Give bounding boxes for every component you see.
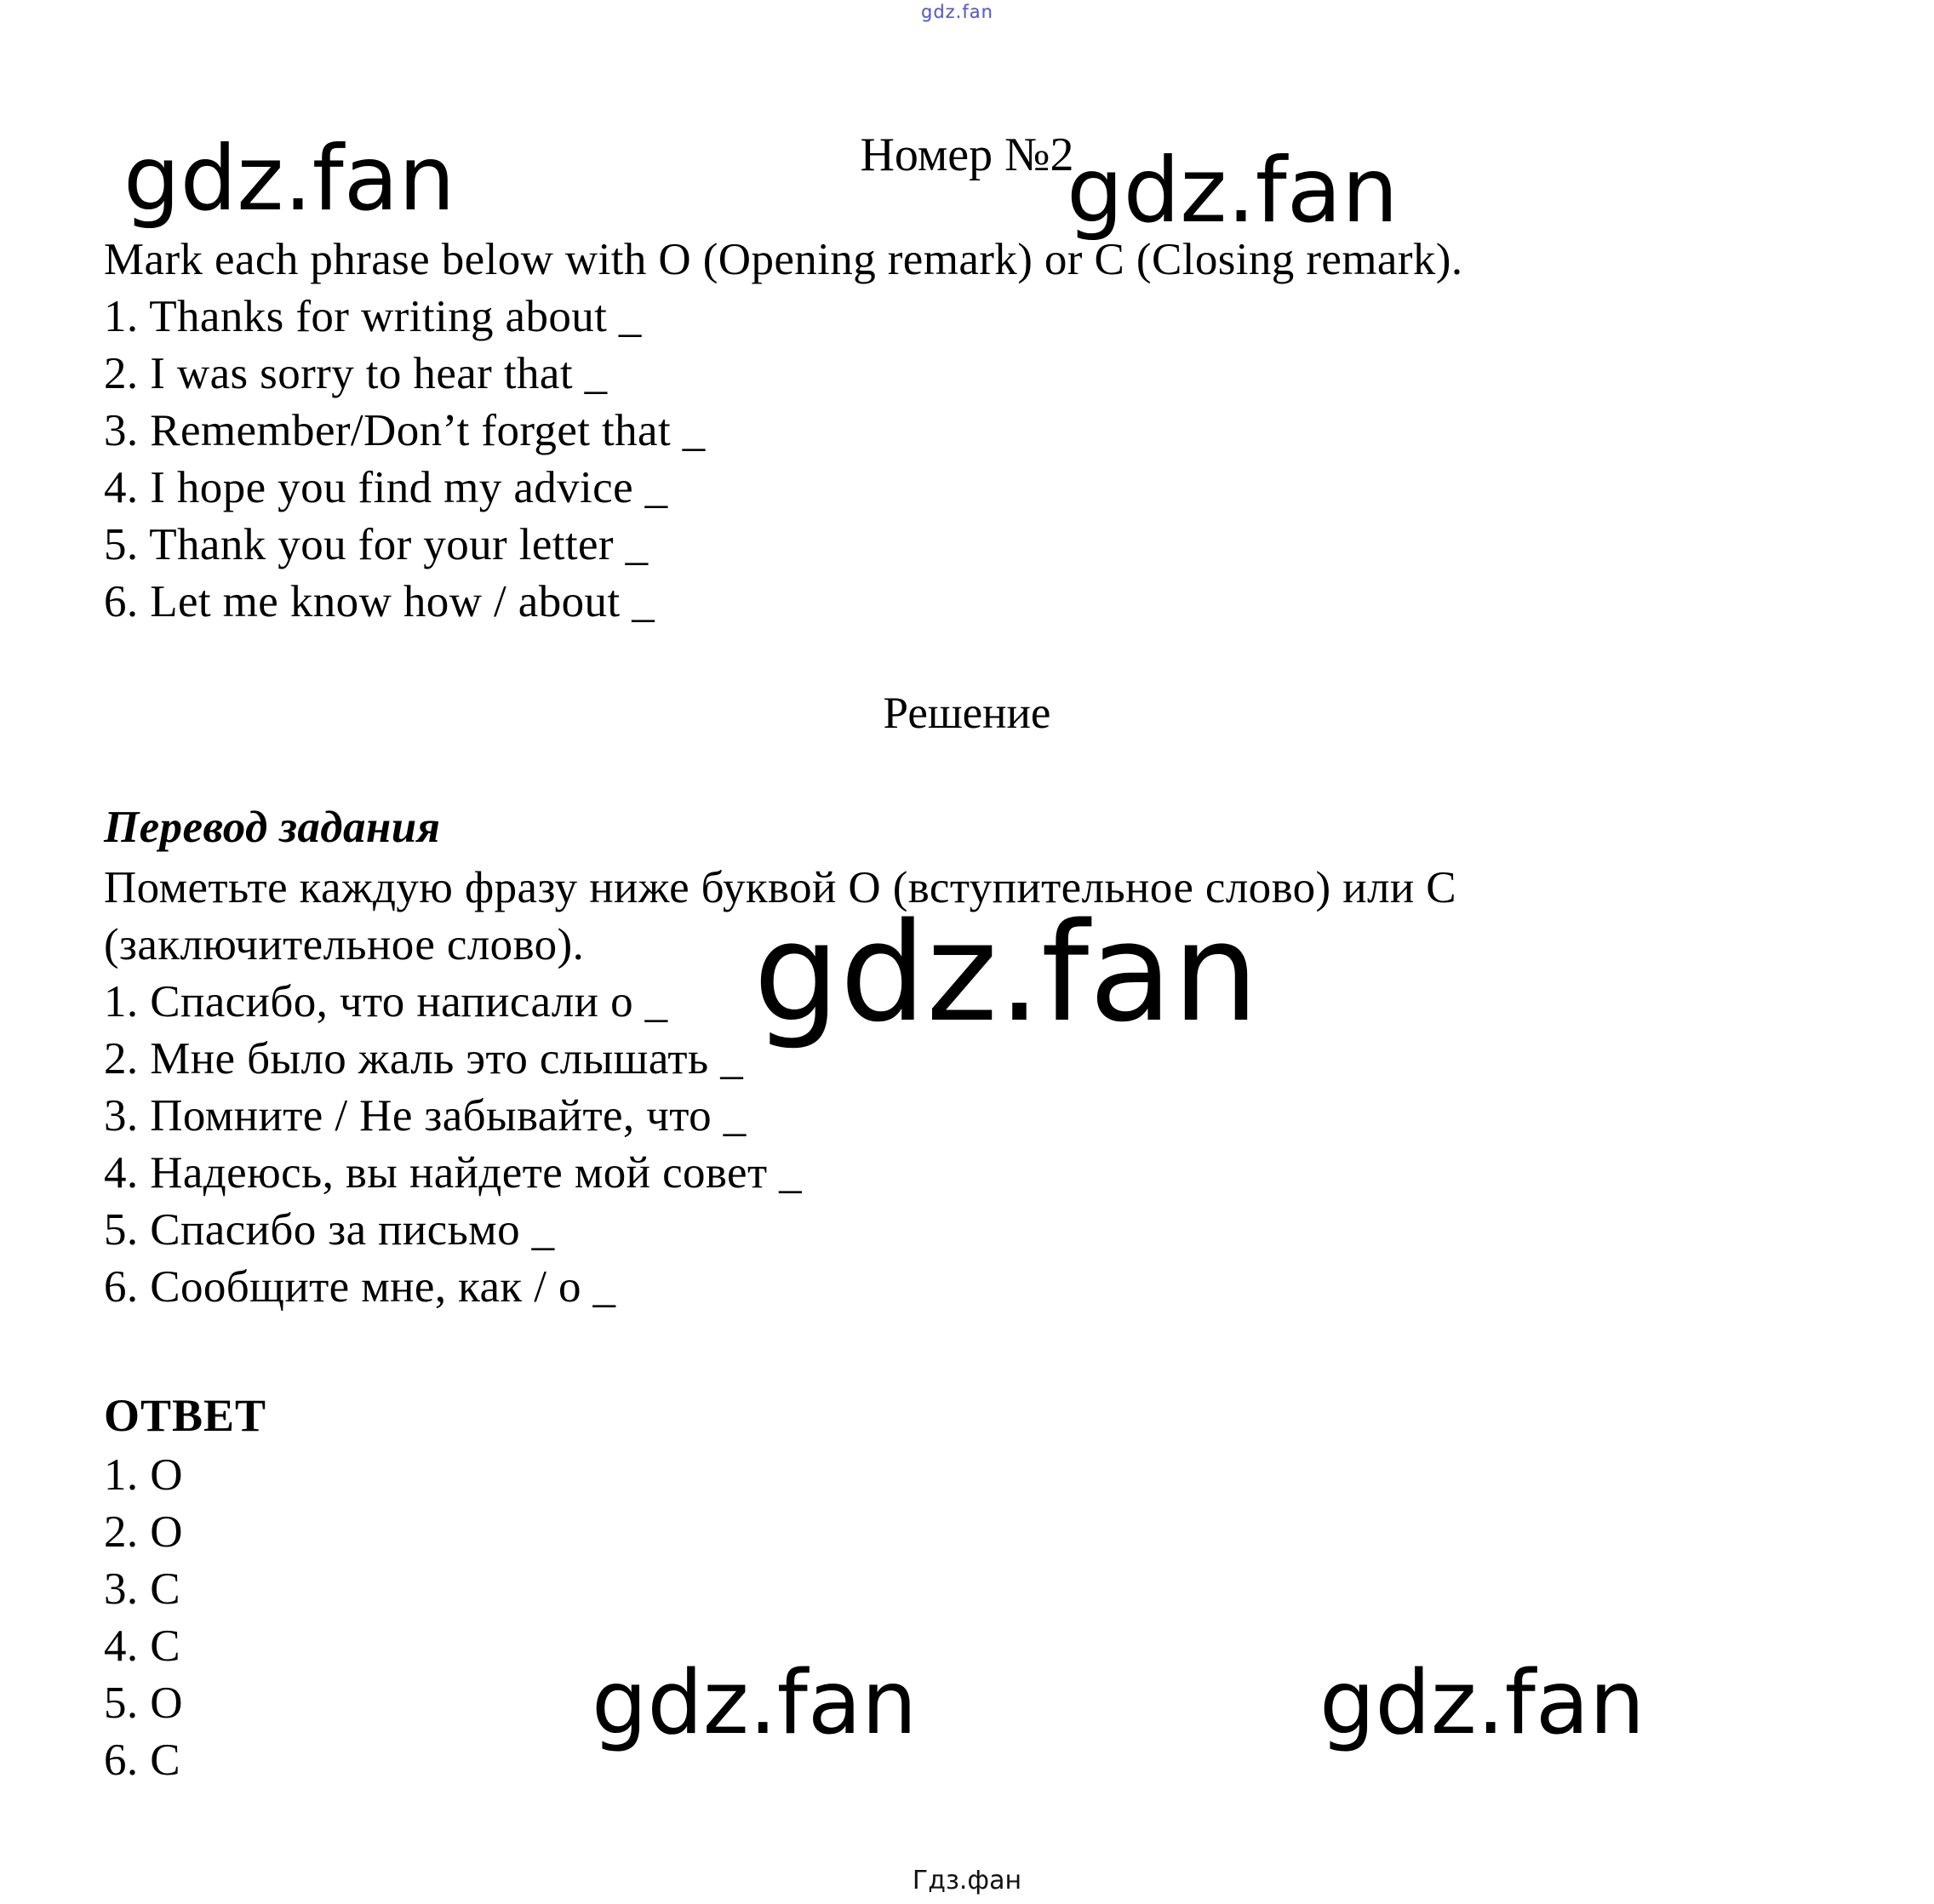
translation-item-1: 1. Спасибо, что написали о _ — [104, 977, 668, 1026]
task-item-4: 4. I hope you find my advice _ — [104, 463, 668, 512]
answer-block — [104, 1447, 183, 1789]
page-title: Номер №2 — [860, 129, 1074, 181]
answer-item-3: 3. C — [104, 1564, 180, 1614]
watermark-gdz-fan-bottom-left: gdz.fan — [592, 1652, 918, 1754]
watermark-gdz-fan-middle: gdz.fan — [753, 893, 1259, 1052]
footer-site-name: Гдз.фан — [912, 1866, 1022, 1895]
task-item-2: 2. I was sorry to hear that _ — [104, 349, 608, 398]
answer-item-4: 4. C — [104, 1621, 180, 1671]
task-item-5: 5. Thank you for your letter _ — [104, 520, 649, 569]
translation-intro-line-2: (заключительное слово). — [104, 920, 585, 969]
watermark-gdz-fan-bottom-right: gdz.fan — [1319, 1652, 1645, 1754]
task-english-block — [104, 232, 1463, 631]
task-item-3: 3. Remember/Don’t forget that _ — [104, 406, 706, 455]
answer-item-2: 2. O — [104, 1507, 183, 1557]
answer-heading: ОТВЕТ — [104, 1390, 267, 1441]
solution-heading: Решение — [883, 689, 1051, 738]
answer-item-6: 6. C — [104, 1735, 180, 1785]
task-intro-line: Mark each phrase below with O (Opening remark) or C (Closing remark). — [104, 235, 1463, 284]
translation-item-2: 2. Мне было жаль это слышать _ — [104, 1034, 744, 1084]
translation-item-3: 3. Помните / Не забывайте, что _ — [104, 1091, 747, 1141]
answer-item-1: 1. O — [104, 1450, 183, 1500]
watermark-gdz-fan-top-right: gdz.fan — [1067, 139, 1399, 243]
watermark-gdz-fan-top-left: gdz.fan — [123, 127, 455, 231]
watermark-gdz-fan-top-small: gdz.fan — [921, 2, 993, 22]
translation-item-5: 5. Спасибо за письмо _ — [104, 1205, 555, 1255]
translation-heading: Перевод задания — [104, 803, 441, 852]
translation-item-4: 4. Надеюсь, вы найдете мой совет _ — [104, 1148, 803, 1198]
task-item-1: 1. Thanks for writing about _ — [104, 292, 642, 341]
answer-item-5: 5. O — [104, 1678, 183, 1728]
translation-intro-line-1: Пометьте каждую фразу ниже буквой О (вступительное слово) или С — [104, 863, 1457, 912]
translation-item-6: 6. Сообщите мне, как / о _ — [104, 1262, 616, 1312]
task-item-6: 6. Let me know how / about _ — [104, 577, 655, 626]
